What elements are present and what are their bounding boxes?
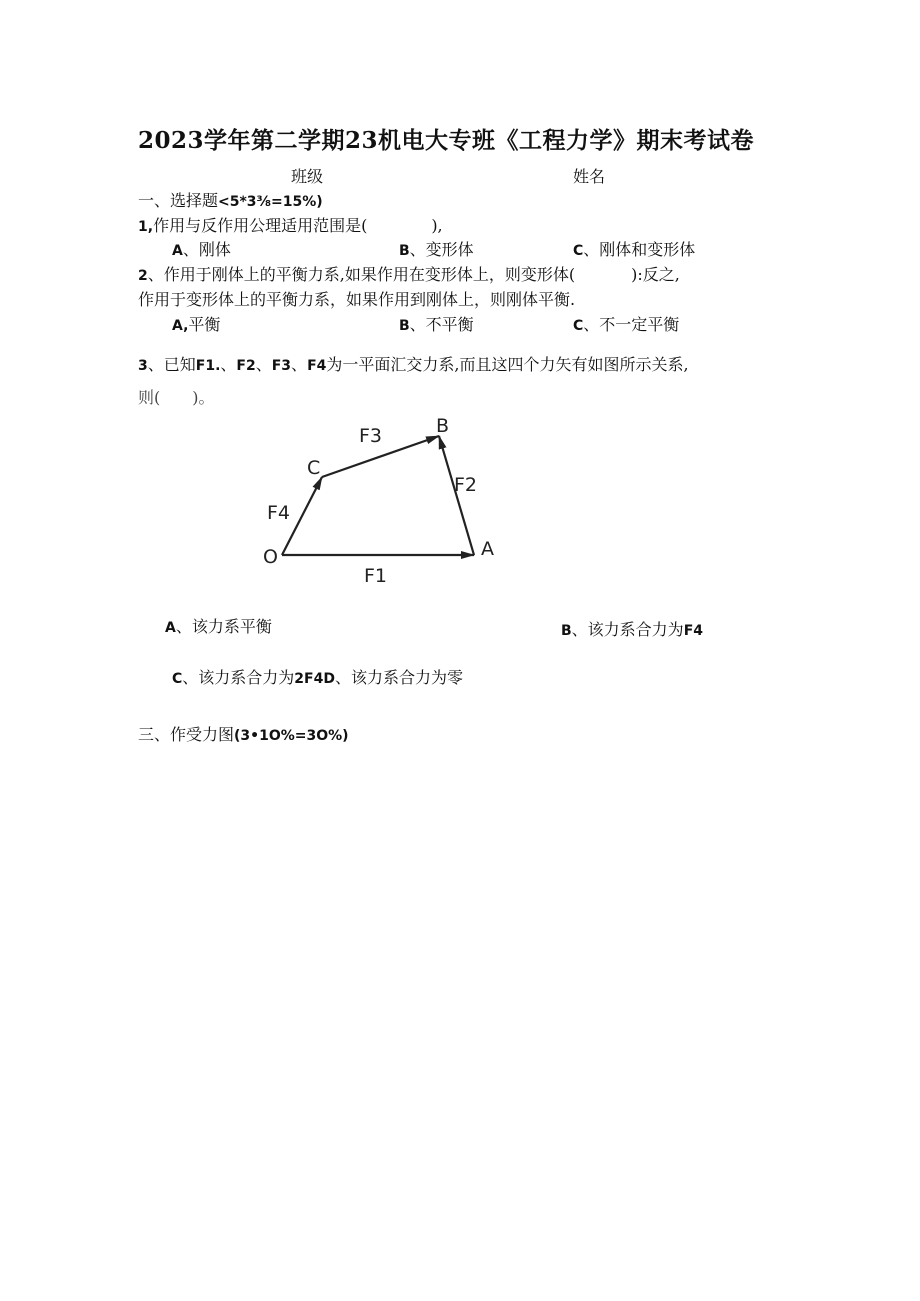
q3-stem-line1 — [138, 352, 689, 375]
q1-option-b-text: 、变形体 — [409, 240, 474, 259]
q3-option-b[interactable] — [561, 617, 703, 640]
section3-score: (3•1O%=3O%) — [234, 728, 349, 744]
q3-f4: F4 — [307, 358, 327, 374]
q1-option-a-text: 、刚体 — [182, 240, 231, 259]
q3-option-a[interactable] — [165, 614, 272, 637]
q2-option-a[interactable] — [172, 312, 220, 335]
q1-option-c[interactable] — [573, 237, 695, 260]
q2-option-a-letter: A, — [172, 318, 189, 334]
q1-option-a-letter: A — [172, 243, 183, 259]
name-label: 姓名 — [573, 167, 606, 186]
force-label-f2: F2 — [454, 474, 478, 496]
q2-line1-end: ):反之, — [631, 265, 680, 284]
q3-option-c-d[interactable] — [172, 665, 463, 688]
q2-option-b[interactable] — [399, 312, 474, 335]
q1-number: 1, — [138, 219, 154, 235]
q1-option-b-letter: B — [399, 243, 410, 259]
q1-text: 作用与反作用公理适用范围是( — [153, 216, 368, 235]
q3-option-c-tail: 2F4D — [294, 671, 335, 687]
q3-seg2: 、 — [220, 355, 237, 374]
q2-option-b-text: 、不平衡 — [409, 315, 474, 334]
q2-stem-line1 — [138, 262, 680, 285]
section3-heading — [138, 722, 349, 745]
section1-heading — [138, 188, 323, 211]
q2-option-c[interactable] — [573, 312, 679, 335]
q1-option-b[interactable] — [399, 237, 474, 260]
q2-stem-line2: 作用于变形体上的平衡力系，如果作用到刚体上，则刚体平衡. — [138, 290, 576, 309]
q3-stem-line2: 则( )。 — [138, 388, 215, 407]
force-label-f1: F1 — [364, 565, 388, 587]
section1-heading-text: 一、选择题 — [138, 191, 219, 210]
q3-number: 3 — [138, 358, 148, 374]
q2-option-a-text: 平衡 — [188, 315, 221, 334]
q3-f2: F2 — [236, 358, 256, 374]
q3-option-c-letter: C — [172, 671, 183, 687]
q3-option-b-text: 、该力系合力为 — [571, 620, 684, 639]
q3-option-c-text: 、该力系合力为 — [182, 668, 295, 687]
q3-option-a-text: 、该力系平衡 — [175, 617, 272, 636]
point-label-c: C — [307, 457, 321, 479]
q2-number: 2 — [138, 268, 148, 284]
q2-option-c-letter: C — [573, 318, 584, 334]
q1-text-end: ), — [431, 216, 443, 235]
point-label-o: O — [263, 546, 278, 568]
q3-seg5: 为一平面汇交力系,而且这四个力矢有如图所示关系, — [326, 355, 689, 374]
q3-option-b-tail: F4 — [683, 623, 703, 639]
q1-stem — [138, 213, 443, 236]
q3-f1: F1. — [195, 358, 221, 374]
q2-line1: 、作用于刚体上的平衡力系,如果作用在变形体上，则变形体( — [147, 265, 576, 284]
class-label: 班级 — [291, 167, 324, 186]
q3-f3: F3 — [271, 358, 292, 374]
q3-seg4: 、 — [291, 355, 308, 374]
q3-option-d-text: 、该力系合力为零 — [334, 668, 463, 687]
q3-seg3: 、 — [255, 355, 272, 374]
q3-seg1: 、已知 — [147, 355, 196, 374]
q1-option-c-text: 、刚体和变形体 — [583, 240, 696, 259]
point-label-b: B — [436, 415, 450, 437]
page-title: 2023学年第二学期23机电大专班《工程力学》期末考试卷 — [138, 127, 755, 154]
point-label-a: A — [481, 538, 494, 560]
q2-option-b-letter: B — [399, 318, 410, 334]
q3-option-a-letter: A — [165, 620, 176, 636]
q1-option-c-letter: C — [573, 243, 584, 259]
section3-heading-text: 三、作受力图 — [138, 725, 235, 744]
force-polygon-diagram — [255, 405, 505, 590]
force-label-f4: F4 — [267, 502, 291, 524]
q1-option-a[interactable] — [172, 237, 231, 260]
section1-score: <5*3⅜=15%) — [218, 194, 323, 210]
q3-option-b-letter: B — [561, 623, 572, 639]
force-label-f3: F3 — [359, 425, 383, 447]
q2-option-c-text: 、不一定平衡 — [583, 315, 680, 334]
